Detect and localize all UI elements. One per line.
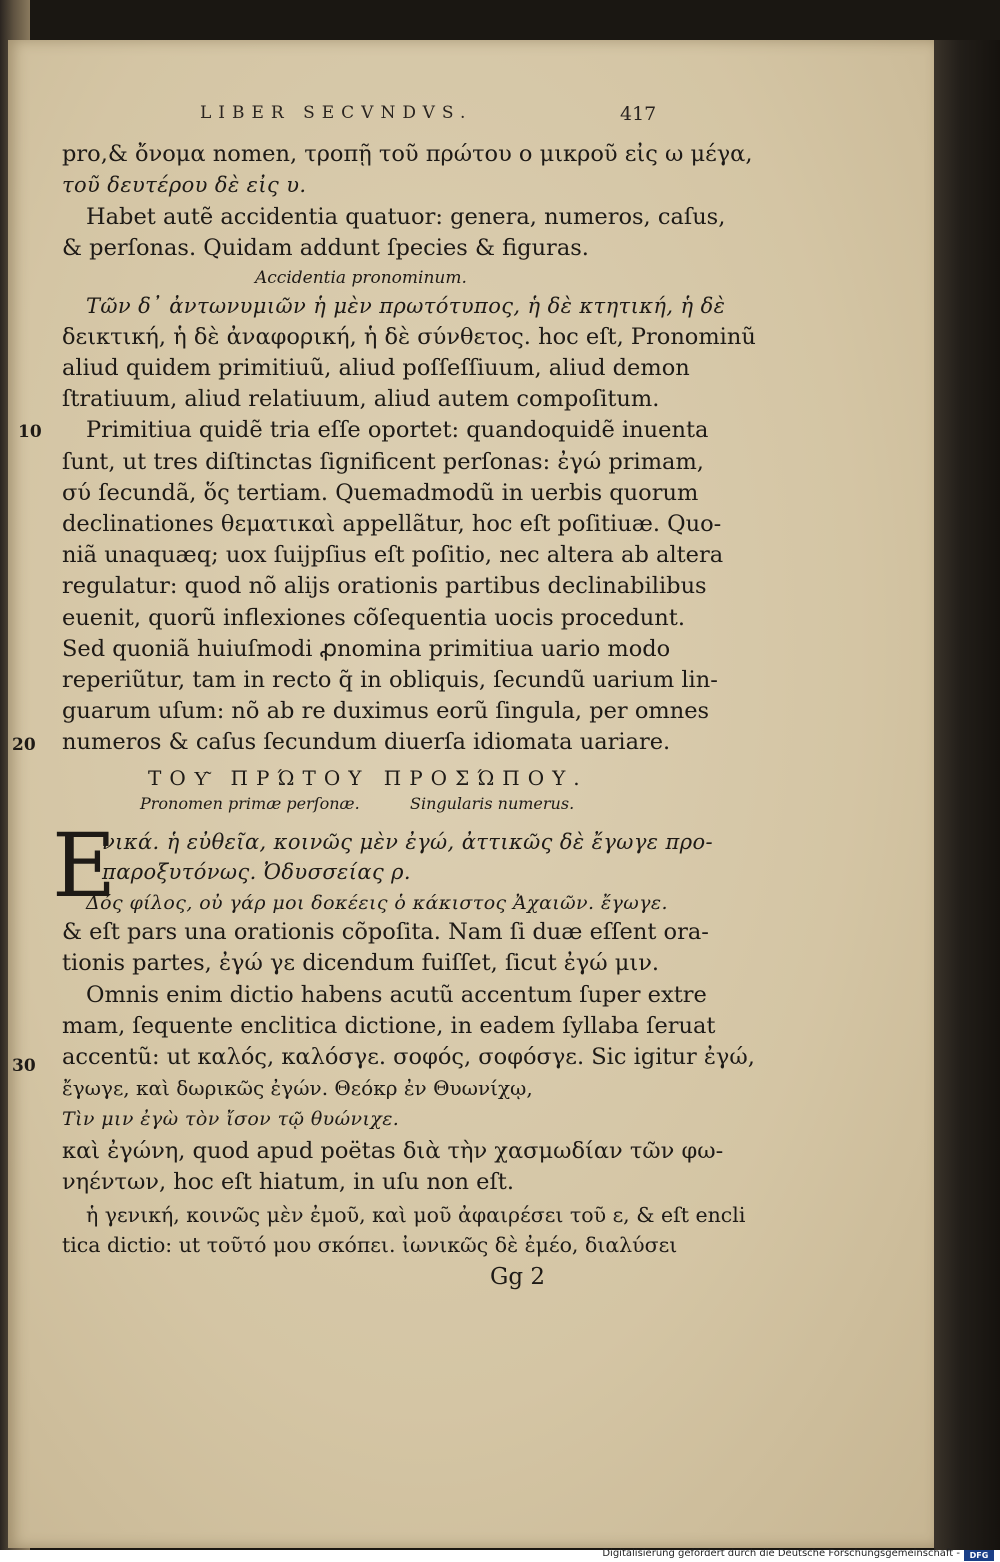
- subheading-right: Singularis numerus.: [410, 794, 575, 813]
- text-line: tionis partes, ἐγώ γε dicendum fuiſſet, ſicut ἐγώ μιν.: [62, 950, 660, 976]
- section-title: ΤΟΥ͂ ΠΡΏΤΟΥ ΠΡΟΣΏΠΟΥ.: [148, 766, 588, 790]
- subheading-left: Pronomen primæ perſonæ.: [140, 794, 360, 813]
- text-line: Primitiua quidẽ tria eſſe oportet: quandoquidẽ inuenta: [86, 417, 709, 443]
- text-line: καὶ ἐγώνη, quod apud poëtas διὰ τὴν χασμωδίαν τῶν φω-: [62, 1138, 724, 1164]
- footer-bar: [0, 1550, 1000, 1562]
- text-line: regulatur: quod nõ alijs orationis partibus declinabilibus: [62, 573, 707, 599]
- text-line: νικά. ἡ εὐθεῖα, κοινῶς μὲν ἐγώ, ἀττικῶς δὲ ἔγωγε προ-: [102, 830, 713, 854]
- funding-notice: Digitalisierung gefördert durch die Deutsche Forschungsgemeinschaft -: [602, 1548, 960, 1559]
- drop-cap: E: [52, 814, 117, 917]
- text-line: Sed quoniã huiuſmodi ꝓnomina primitiua uario modo: [62, 636, 671, 662]
- text-line: δεικτική, ἡ δὲ ἀναφορική, ἡ δὲ σύνθετος. hoc eſt, Pronominũ: [62, 324, 756, 350]
- text-line: τοῦ δευτέρου δὲ εἰς υ.: [62, 173, 307, 197]
- text-line: Habet autẽ accidentia quatuor: genera, numeros, caſus,: [86, 204, 726, 230]
- text-line: accentũ: ut καλός, καλόσγε. σοφός, σοφόσγε. Sic igitur ἐγώ,: [62, 1044, 755, 1070]
- text-line: niã unaquæq; uox ſuijpſius eſt poſitio, nec altera ab altera: [62, 542, 724, 568]
- text-line: tica dictio: ut τοῦτό μου σκόπει. ἰωνικῶς δὲ ἐμέο, διαλύσει: [62, 1233, 678, 1257]
- line-number: 20: [12, 735, 36, 755]
- text-line: mam, ſequente enclitica dictione, in eadem ſyllaba ſeruat: [62, 1013, 716, 1039]
- line-number: 30: [12, 1056, 36, 1076]
- text-line: Δός φίλος, οὐ γάρ μοι δοκέεις ὁ κάκιστος Ἀχαιῶν. ἔγωγε.: [86, 892, 668, 914]
- text-line: νηέντων, hoc eſt hiatum, in uſu non eſt.: [62, 1169, 514, 1195]
- text-line: & eſt pars una orationis cõpoſita. Nam ſi duæ eſſent ora-: [62, 919, 709, 945]
- text-line: pro,& ὄνομα nomen, τροπῇ τοῦ πρώτου ο μικροῦ εἰς ω μέγα,: [62, 141, 753, 167]
- text-line: Τὶν μιν ἐγὼ τὸν ἴσον τῷ θυώνιχε.: [62, 1108, 400, 1130]
- text-line: Τῶν δ᾽ ἀντωνυμιῶν ἡ μὲν πρωτότυπος, ἡ δὲ κτητική, ἡ δὲ: [86, 294, 726, 318]
- text-line: σύ ſecundã, ὅς tertiam. Quemadmodũ in uerbis quorum: [62, 480, 699, 506]
- text-line: Omnis enim dictio habens acutũ accentum ſuper extre: [86, 982, 707, 1008]
- running-head: LIBER SECVNDVS.: [200, 103, 473, 123]
- page-header: [0, 103, 1000, 133]
- text-line: παροξυτόνως. Ὀδυσσείας ρ.: [102, 860, 412, 884]
- dfg-logo-icon: DFG: [964, 1550, 994, 1561]
- text-line: ἡ γενική, κοινῶς μὲν ἐμοῦ, καὶ μοῦ ἀφαιρέσει τοῦ ε, & eſt encli: [86, 1203, 746, 1227]
- line-number: 10: [18, 422, 42, 442]
- text-line: euenit, quorũ inflexiones cõſequentia uocis procedunt.: [62, 605, 685, 631]
- marginal-heading: Accidentia pronominum.: [255, 268, 467, 288]
- text-line: declinationes θεματικαὶ appellãtur, hoc eſt poſitiuæ. Quo-: [62, 511, 722, 537]
- text-line: ſtratiuum, aliud relatiuum, aliud autem compoſitum.: [62, 386, 660, 412]
- signature-mark: Gg 2: [490, 1264, 546, 1290]
- folio-number: 417: [620, 103, 657, 125]
- text-line: ſunt, ut tres diſtinctas ſignificent perſonas: ἐγώ primam,: [62, 449, 704, 475]
- text-line: & perſonas. Quidam addunt ſpecies & figuras.: [62, 235, 589, 261]
- text-line: ἔγωγε, καὶ δωρικῶς ἐγών. Θεόκρ ἐν Θυωνίχῳ,: [62, 1076, 533, 1100]
- text-line: guarum uſum: nõ ab re duximus eorũ ſingula, per omnes: [62, 698, 710, 724]
- text-line: numeros & caſus ſecundum diuerſa idiomata uariare.: [62, 729, 671, 755]
- text-line: aliud quidem primitiuũ, aliud poſſeſſiuum, aliud demon: [62, 355, 690, 381]
- binding-gutter: [934, 40, 1000, 1550]
- text-line: reperiũtur, tam in recto q̃ in obliquis, ſecundũ uarium lin-: [62, 667, 718, 693]
